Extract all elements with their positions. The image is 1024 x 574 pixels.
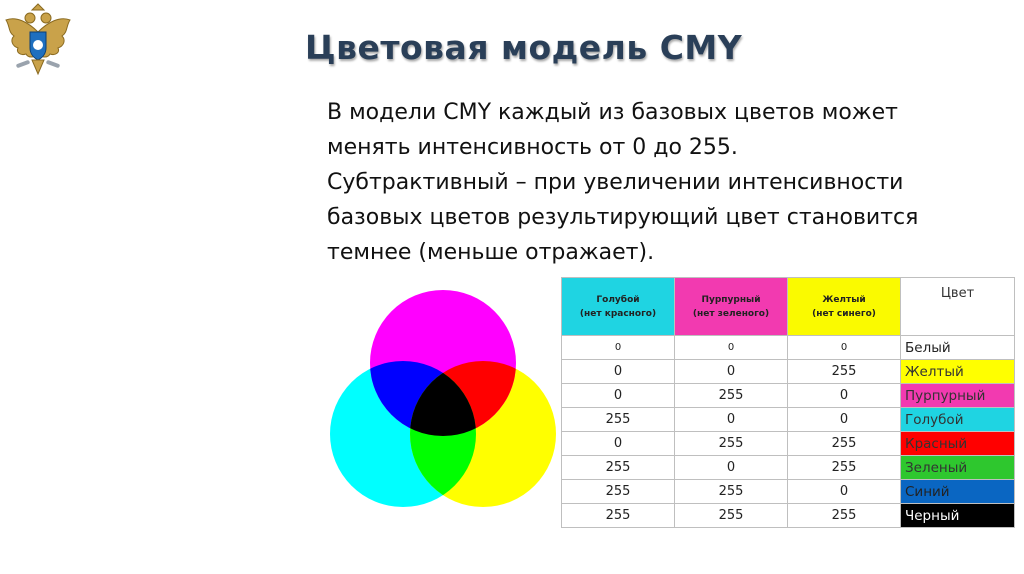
cell-magenta: 255 [675, 504, 788, 528]
cell-color-name: Желтый [901, 360, 1015, 384]
header-line: (нет синего) [812, 308, 876, 319]
table-row [562, 456, 1015, 480]
cell-cyan: 255 [562, 408, 675, 432]
cell-color-name: Зеленый [901, 456, 1015, 480]
table-row [562, 480, 1015, 504]
eagle-heads [25, 4, 51, 23]
cell-yellow: 0 [788, 336, 901, 360]
cell-magenta: 0 [675, 456, 788, 480]
paragraph-line: В модели CMY каждый из базовых цветов может [327, 100, 898, 125]
table-row [562, 432, 1015, 456]
table-row [562, 504, 1015, 528]
cell-magenta: 255 [675, 384, 788, 408]
cell-color-name: Голубой [901, 408, 1015, 432]
slide-paragraph [327, 95, 987, 270]
cell-magenta: 0 [675, 336, 788, 360]
cell-cyan: 255 [562, 480, 675, 504]
header-magenta [675, 278, 788, 336]
header-color-name: Цвет [901, 278, 1015, 336]
eagle-emblem-icon [2, 2, 74, 82]
table-header-row [562, 278, 1015, 336]
slide-title: Цветовая модель CMY [305, 28, 743, 67]
table-row [562, 360, 1015, 384]
emblem-shield [30, 32, 46, 60]
header-line: (нет зеленого) [692, 308, 770, 319]
cell-color-name: Пурпурный [901, 384, 1015, 408]
cell-cyan: 255 [562, 504, 675, 528]
header-line: Голубой [596, 294, 640, 305]
cell-cyan: 0 [562, 360, 675, 384]
cell-yellow: 255 [788, 432, 901, 456]
emblem-tail [16, 60, 61, 74]
cell-yellow: 255 [788, 504, 901, 528]
cell-color-name: Белый [901, 336, 1015, 360]
table-row [562, 336, 1015, 360]
cell-magenta: 255 [675, 480, 788, 504]
cell-color-name: Синий [901, 480, 1015, 504]
cell-yellow: 255 [788, 456, 901, 480]
cell-cyan: 0 [562, 432, 675, 456]
cmy-venn-diagram [330, 290, 556, 508]
paragraph-line: менять интенсивность от 0 до 255. [327, 135, 738, 160]
cell-yellow: 0 [788, 408, 901, 432]
cell-magenta: 0 [675, 408, 788, 432]
cell-cyan: 0 [562, 336, 675, 360]
header-cyan [562, 278, 675, 336]
cmy-color-table [561, 277, 1015, 528]
header-line: (нет красного) [579, 308, 657, 319]
paragraph-line: Субтрактивный – при увеличении интенсивности [327, 170, 904, 195]
table-row [562, 408, 1015, 432]
cell-magenta: 0 [675, 360, 788, 384]
paragraph-line: темнее (меньше отражает). [327, 240, 655, 265]
cell-yellow: 0 [788, 384, 901, 408]
cell-cyan: 0 [562, 384, 675, 408]
cell-yellow: 0 [788, 480, 901, 504]
table-row [562, 384, 1015, 408]
header-line: Пурпурный [701, 294, 761, 305]
cell-color-name: Красный [901, 432, 1015, 456]
cell-yellow: 255 [788, 360, 901, 384]
cell-color-name: Черный [901, 504, 1015, 528]
header-yellow [788, 278, 901, 336]
cell-magenta: 255 [675, 432, 788, 456]
header-line: Желтый [822, 294, 866, 305]
paragraph-line: базовых цветов результирующий цвет становится [327, 205, 919, 230]
cell-cyan: 255 [562, 456, 675, 480]
